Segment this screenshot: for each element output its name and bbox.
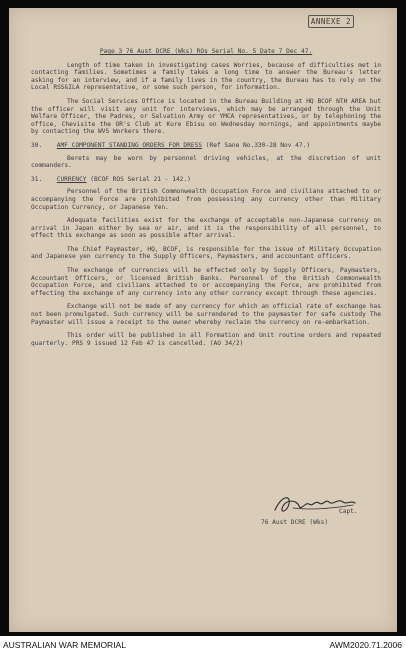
section-number: 30. xyxy=(31,141,43,149)
paragraph-adequate: Adequate facilities exist for the exchange of acceptable non-Japanese currency on arrival in Japan either by sea or air, and it is the responsibility of all personnel, to effect this exchange as soon as possible after arrival. xyxy=(31,217,381,240)
paragraph-exchange: The exchange of currencies will be effected only by Supply Officers, Paymasters, Accountant Officers, or licensed British Banks. Personnel of the British Commonwealth Occupation Force, and civilians attached to or accompanying the Force, are prohibited from effecting the exchange of any currency into any other currency except through these agencies. xyxy=(31,267,381,297)
paragraph-delay: Length of time taken in investigating cases Worries, because of difficulties met in contacting families. Sometimes a family takes a long time to answer the Bureau's letter asking for an interview, and if a family lives in the country, the Bureau has to rely on the Local RSS&ILA representative, or some such person, for information. xyxy=(31,61,381,92)
section-ref: (BCOF ROS Serial 21 - 142.) xyxy=(90,175,191,183)
footer-institution: AUSTRALIAN WAR MEMORIAL xyxy=(3,640,126,650)
paragraph-offices: The Social Services Office is located in the Bureau Building at HQ BCOF NTH AREA but the officer will visit any unit for interviews, which may be arranged through the Unit Welfare Officer, the Padres, or Salvation Army or YMCA representatives, or by telephoning the office, Chevisite the OR's Club at Kure Ebisu on Wednesday mornings, and appointments maybe by contacting the WVS Workers there. xyxy=(31,97,381,136)
paragraph-berets: Berets may be worn by personnel driving vehicles, at the discretion of unit commanders. xyxy=(31,154,381,170)
signatory-unit: 76 Aust DCRE (Wks) xyxy=(261,519,329,526)
paragraph-chief-paymaster: The Chief Paymaster, HQ, BCOF, is responsible for the issue of Military Occupation and Japanese yen currency to the Supply Officers, Paymasters, and accountant officers. xyxy=(31,245,381,261)
section-30-heading xyxy=(31,142,381,150)
section-ref: (Ref Sane No.330-28 Nov 47.) xyxy=(205,141,311,149)
document-body xyxy=(31,48,381,353)
section-number: 31. xyxy=(31,175,43,183)
section-31-heading xyxy=(31,176,381,184)
section-title: CURRENCY xyxy=(56,175,87,183)
footer-accession-number: AWM2020.71.2006 xyxy=(329,640,402,650)
annex-tag: ANNEXE 2 xyxy=(310,17,351,26)
paragraph-no-rate: Exchange will not be made of any currency for which an official rate of exchange has not been promulgated. Such currency will be surrendered to the paymaster for safe custody The Paymaster will issue a receipt to the owner whereby reclaim the currency on re-embarkation. xyxy=(31,303,381,326)
handwritten-signature xyxy=(269,490,389,520)
page-header: Page 3 76 Aust DCRE (Wks) ROs Serial No. 5 Date 7 Dec 47. xyxy=(99,48,313,55)
archive-footer xyxy=(0,636,406,653)
signatory-rank: Capt. xyxy=(339,508,358,515)
paragraph-publish: This order will be published in all Formation and Unit routine orders and repeated quarterly. PRS 9 issued 12 Feb 47 is cancelled. (AO 34/2) xyxy=(31,332,381,347)
paragraph-personnel: Personnel of the British Commonwealth Occupation Force and civilians attached to or accompanying the Force are prohibited from possessing any currency other than Military Occupation Currency, or Japanese Yen. xyxy=(31,188,381,211)
section-title: AMF COMPONENT STANDING ORDERS FOR DRESS xyxy=(56,141,203,149)
document-page xyxy=(9,8,397,632)
